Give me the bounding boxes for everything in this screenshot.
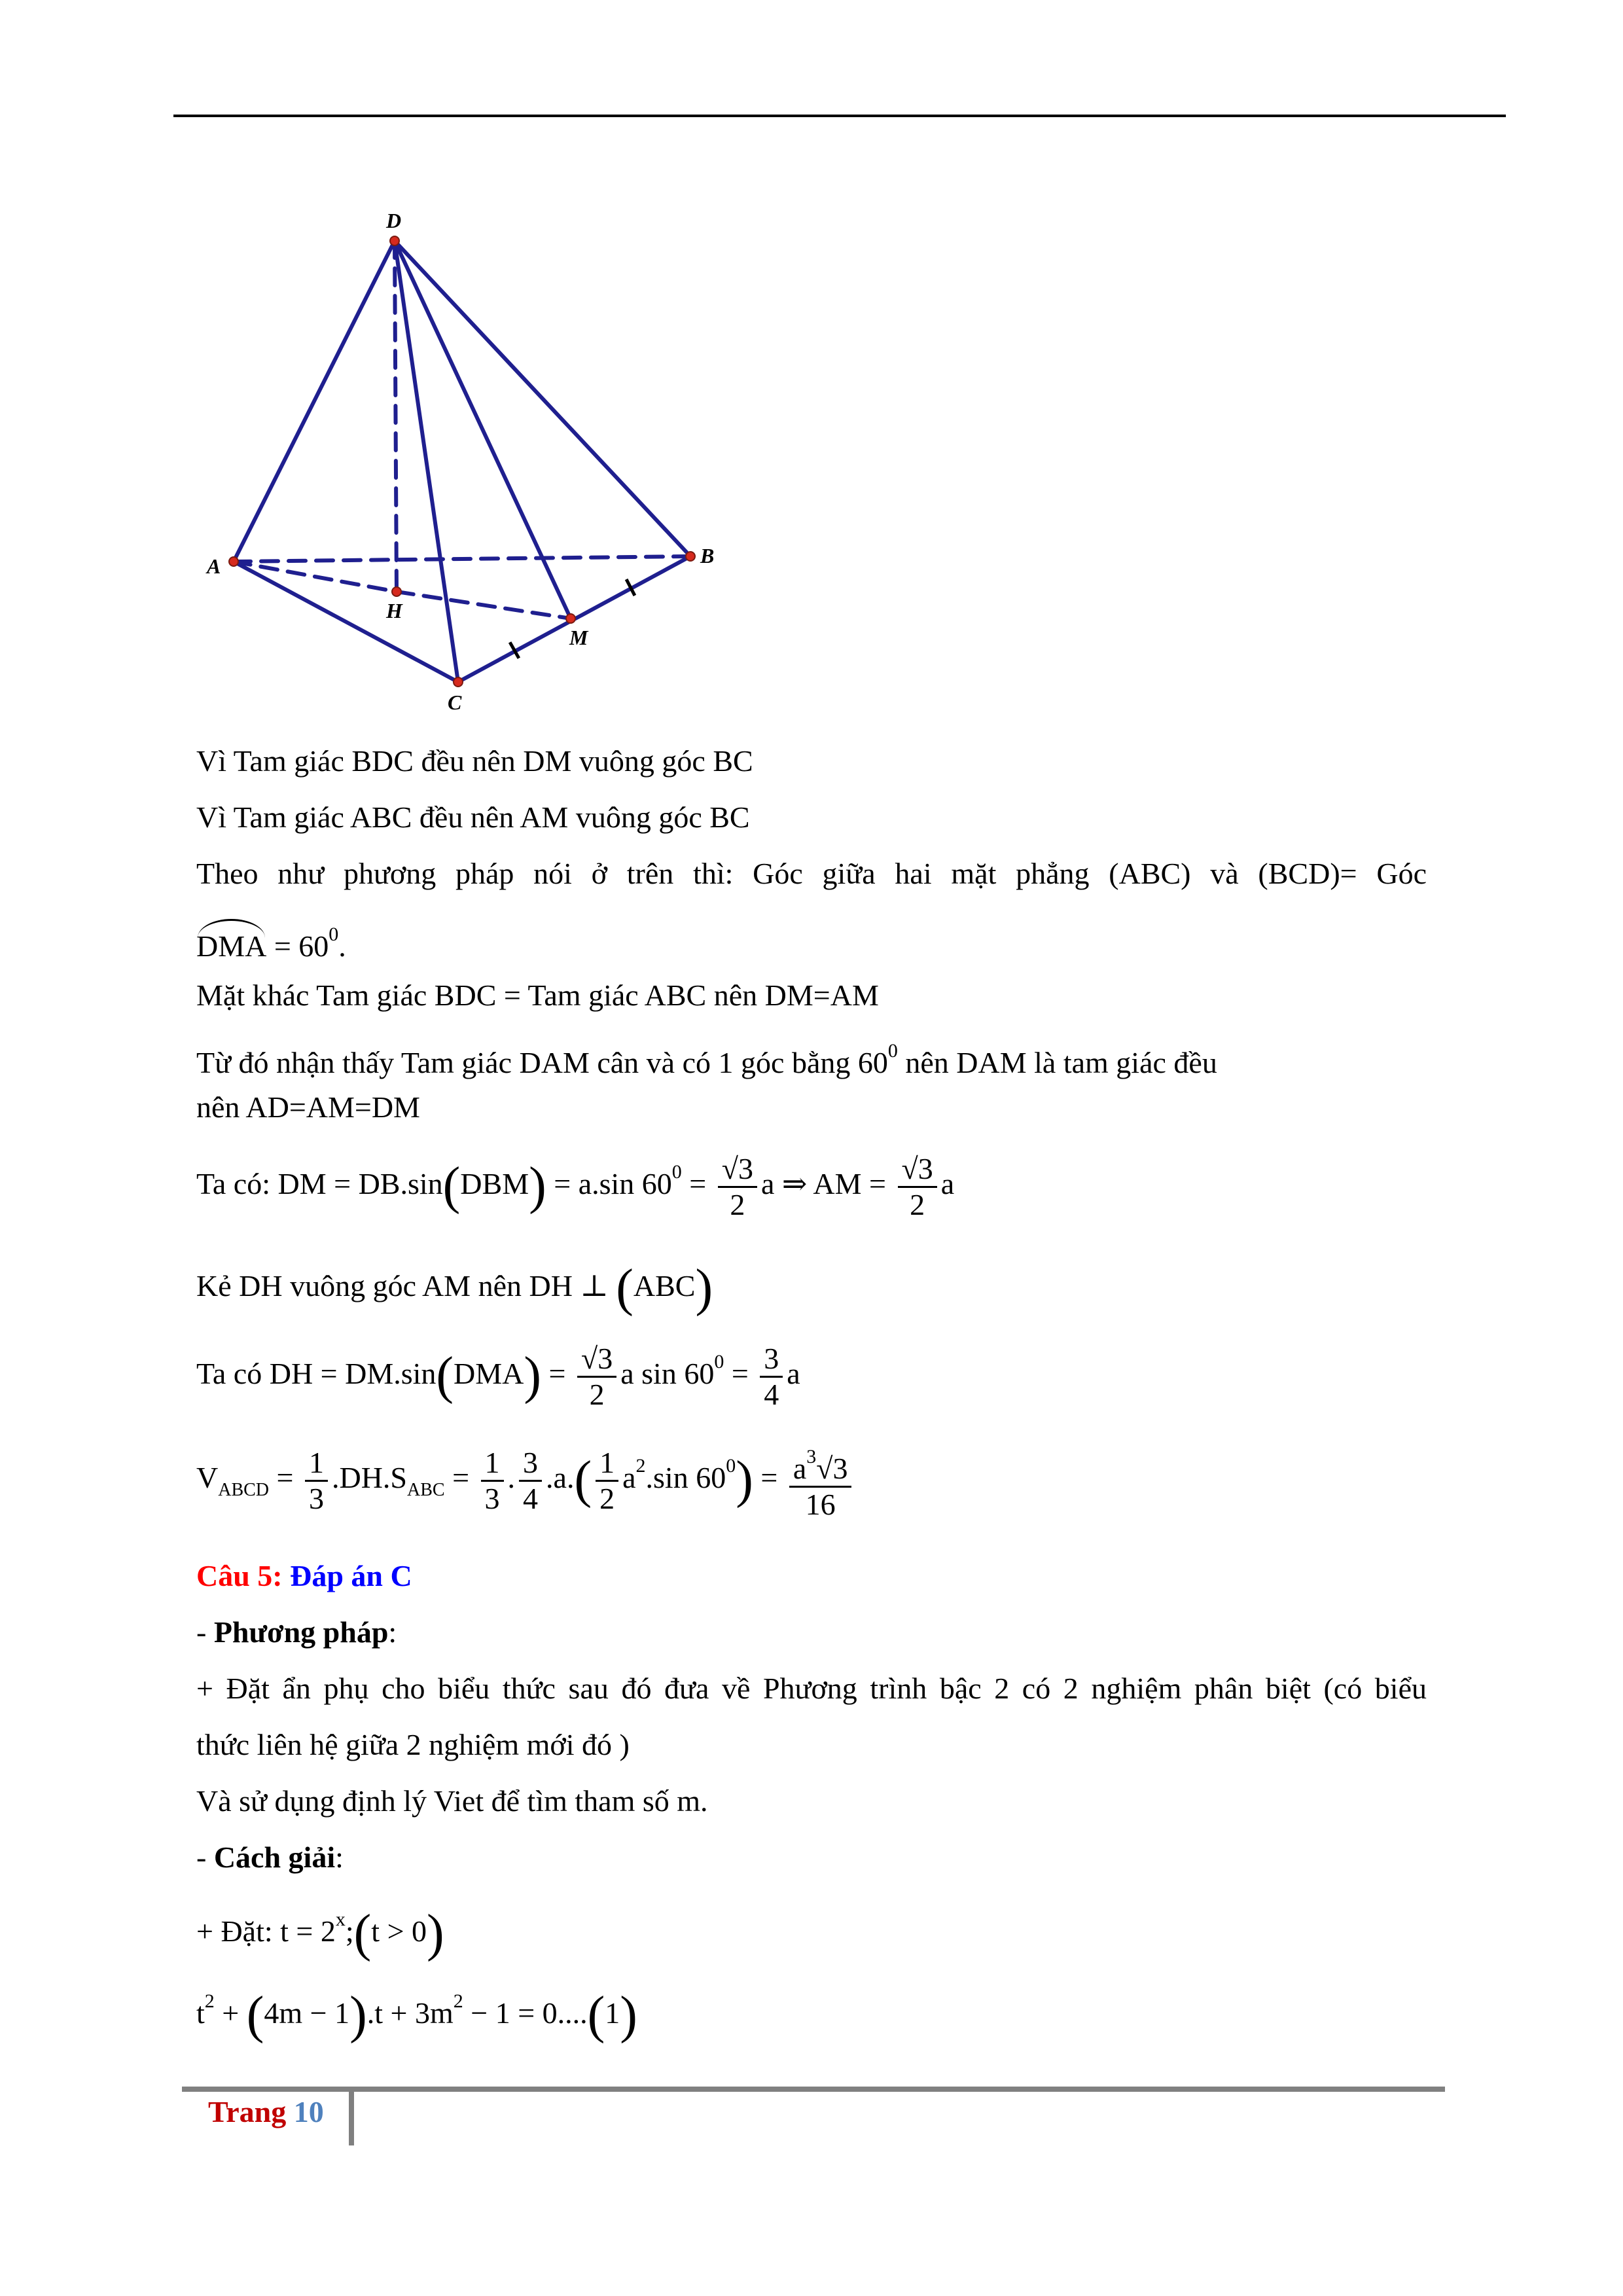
- subscript: ABC: [407, 1480, 445, 1501]
- superscript: 2: [453, 1990, 463, 2012]
- denominator: 3: [484, 1482, 500, 1515]
- denominator: 3: [308, 1482, 324, 1515]
- numerator: [789, 1440, 852, 1488]
- numerator: √3: [577, 1342, 616, 1378]
- edge-da: [234, 241, 395, 562]
- dash: -: [196, 1840, 214, 1874]
- point-h: [392, 587, 401, 596]
- text: Kẻ DH vuông góc AM nên DH ⊥: [196, 1269, 616, 1302]
- eq-text: 1: [605, 1996, 620, 2030]
- colon: :: [388, 1615, 397, 1649]
- denominator: 16: [805, 1488, 836, 1521]
- point-c: [454, 677, 463, 687]
- numerator: √3: [718, 1152, 757, 1188]
- page-footer: [208, 2094, 324, 2129]
- eq-text: =: [541, 1357, 573, 1391]
- question-number: Câu 5:: [196, 1559, 291, 1592]
- eq-text: DMA: [454, 1357, 524, 1391]
- answer-label: Đáp án C: [290, 1559, 412, 1592]
- eq-text: a: [793, 1452, 807, 1485]
- eq-text: ;: [345, 1914, 354, 1948]
- text: nên DAM là tam giác đều: [897, 1046, 1217, 1079]
- quadratic-equation: $t^2 + (4m - 1).t + 3m^2 - 1 = 0....(1)$: [196, 1986, 637, 2044]
- eq-text: +: [214, 1996, 247, 2030]
- footer-divider: [349, 2087, 354, 2145]
- label-c: C: [448, 691, 462, 714]
- degree-sup: 0: [726, 1455, 736, 1477]
- text: Từ đó nhận thấy Tam giác DAM cân và có 1 góc bằng 60: [196, 1046, 888, 1079]
- period: .: [338, 929, 346, 963]
- degree-sup: 0: [887, 1040, 898, 1062]
- substitution-line: + Đặt: $t = 2^x;(t > 0)$: [196, 1905, 444, 1962]
- eq-text: .t + 3m: [366, 1996, 454, 2030]
- numerator: 1: [481, 1446, 504, 1482]
- edge-ab: [234, 556, 690, 562]
- label-a: A: [207, 554, 221, 578]
- denominator: 2: [589, 1378, 605, 1411]
- superscript: 3: [806, 1446, 817, 1467]
- superscript: x: [335, 1909, 346, 1930]
- solution-label: Cách giải: [213, 1840, 336, 1874]
- line-abc-equilateral: Vì Tam giác ABC đều nên AM vuông góc BC: [196, 800, 750, 834]
- eq-text: a sin 60: [620, 1357, 715, 1391]
- fraction: [596, 1446, 618, 1516]
- tetrahedron-figure: [196, 196, 785, 720]
- degree-sup: 0: [671, 1161, 682, 1183]
- eq-text: + Đặt: t = 2: [196, 1914, 336, 1948]
- eq-text: a: [787, 1357, 800, 1391]
- eq-text: a: [622, 1461, 636, 1495]
- line-dh-perp: Kẻ DH vuông góc AM nên DH ⊥ (ABC): [196, 1259, 713, 1317]
- label-h: H: [386, 599, 402, 622]
- point-a: [229, 557, 238, 566]
- eq-text: =: [269, 1461, 301, 1495]
- numerator: 1: [305, 1446, 328, 1482]
- eq-text: .a.: [546, 1461, 575, 1495]
- line-bdc-equilateral: Vì Tam giác BDC đều nên DM vuông góc BC: [196, 744, 753, 778]
- eq-text: .DH.S: [331, 1461, 408, 1495]
- fraction: [481, 1446, 504, 1516]
- method-line-1: + Đặt ẩn phụ cho biểu thức sau đó đưa về Phương trình bậc 2 có 2 nghiệm phân biệt (có biểu: [196, 1672, 1427, 1705]
- label-d: D: [386, 209, 402, 232]
- point-m: [566, 614, 575, 623]
- degree-sup: 0: [329, 924, 339, 945]
- eq-text: .: [507, 1461, 516, 1495]
- line-angle-dma: [196, 916, 346, 965]
- eq-text: = a.sin 60: [546, 1167, 672, 1201]
- question-5-heading: [196, 1558, 412, 1594]
- line-dam-isosceles: [196, 1033, 1217, 1081]
- header-rule: [173, 115, 1506, 117]
- solution-heading: [196, 1839, 344, 1876]
- eq-text: =: [681, 1167, 714, 1201]
- eq-text: t: [196, 1996, 205, 2030]
- page-number: 10: [293, 2095, 324, 2128]
- point-b: [686, 552, 695, 561]
- point-d: [390, 236, 399, 245]
- superscript: 2: [635, 1455, 646, 1477]
- eq-text: t > 0: [371, 1914, 427, 1948]
- eq-text: .sin 60: [645, 1461, 726, 1495]
- eq-text: =: [753, 1461, 785, 1495]
- fraction: [760, 1342, 783, 1412]
- subscript: ABCD: [218, 1480, 270, 1501]
- eq-text: Ta có DH = DM.sin: [196, 1357, 437, 1391]
- superscript: 2: [204, 1990, 215, 2012]
- denominator: 2: [730, 1188, 745, 1221]
- edge-ac: [234, 562, 458, 682]
- page-label: Trang: [208, 2095, 294, 2128]
- eq-text: − 1 = 0....: [463, 1996, 588, 2030]
- eq-text: DBM: [460, 1167, 529, 1201]
- denominator: 2: [599, 1482, 615, 1515]
- method-line-3: Và sử dụng định lý Viet để tìm tham số m.: [196, 1784, 708, 1818]
- line-method-angle: Theo như phương pháp nói ở trên thì: Góc giữa hai mặt phẳng (ABC) và (BCD)= Góc: [196, 857, 1427, 890]
- fraction: [519, 1446, 542, 1516]
- eq-text: Ta có: DM = DB.sin: [196, 1167, 443, 1201]
- eq-text: =: [724, 1357, 757, 1391]
- text: ABC: [633, 1269, 696, 1302]
- angle-value: = 60: [266, 929, 329, 963]
- numerator: 1: [596, 1446, 618, 1482]
- fraction: [577, 1342, 616, 1412]
- edge-dh: [395, 241, 397, 592]
- denominator: 4: [764, 1378, 779, 1411]
- line-dm-equals-am: Mặt khác Tam giác BDC = Tam giác ABC nên DM=AM: [196, 978, 879, 1012]
- denominator: 2: [910, 1188, 925, 1221]
- edge-hm: [397, 592, 571, 619]
- degree-sup: 0: [714, 1351, 724, 1373]
- edge-db: [395, 241, 690, 556]
- eq-text: √3: [816, 1452, 848, 1485]
- footer-rule: [182, 2087, 1445, 2092]
- eq-text: 4m − 1: [264, 1996, 350, 2030]
- fraction: [718, 1152, 757, 1222]
- eq-text: a ⇒ AM =: [761, 1167, 894, 1201]
- numerator: 3: [519, 1446, 542, 1482]
- equation-dh: Ta có DH = DM.sin(DMA) = $\frac{√3}{2}$ a $\sin 60^0$ = $\frac{3}{4}$ a: [196, 1342, 800, 1411]
- numerator: √3: [898, 1152, 937, 1188]
- label-b: B: [700, 544, 715, 567]
- eq-text: a: [940, 1167, 955, 1201]
- equation-dm: Ta có: DM = DB.sin(DBM) = a.sin $60^0$ = $\frac{√3}{2}$ a ⇒ AM = $\frac{√3}{2}$ a: [196, 1152, 955, 1221]
- fraction: [789, 1440, 852, 1522]
- fraction: [898, 1152, 937, 1222]
- eq-text: V: [196, 1461, 219, 1495]
- method-line-2: thức liên hệ giữa 2 nghiệm mới đó ): [196, 1728, 630, 1761]
- denominator: 4: [523, 1482, 539, 1515]
- numerator: 3: [760, 1342, 783, 1378]
- line-ad-am-dm: nên AD=AM=DM: [196, 1090, 420, 1124]
- method-heading: [196, 1614, 397, 1651]
- label-m: M: [569, 626, 588, 649]
- fraction: [305, 1446, 328, 1516]
- dash: -: [196, 1615, 214, 1649]
- equation-volume: $V_{ABCD}$ = $\frac{1}{3}$ $.DH.S_{ABC}$ = $\frac{1}{3}$ . $\frac{3}{4}$ .a.( $\frac{1}{2}$ $a^2.\sin$ $60^0$) = $\frac{a^3√3}{16}$: [196, 1440, 855, 1522]
- eq-text: =: [444, 1461, 477, 1495]
- colon: :: [335, 1840, 344, 1874]
- angle-dma-symbol: DMA: [196, 928, 266, 965]
- method-label: Phương pháp: [213, 1615, 389, 1649]
